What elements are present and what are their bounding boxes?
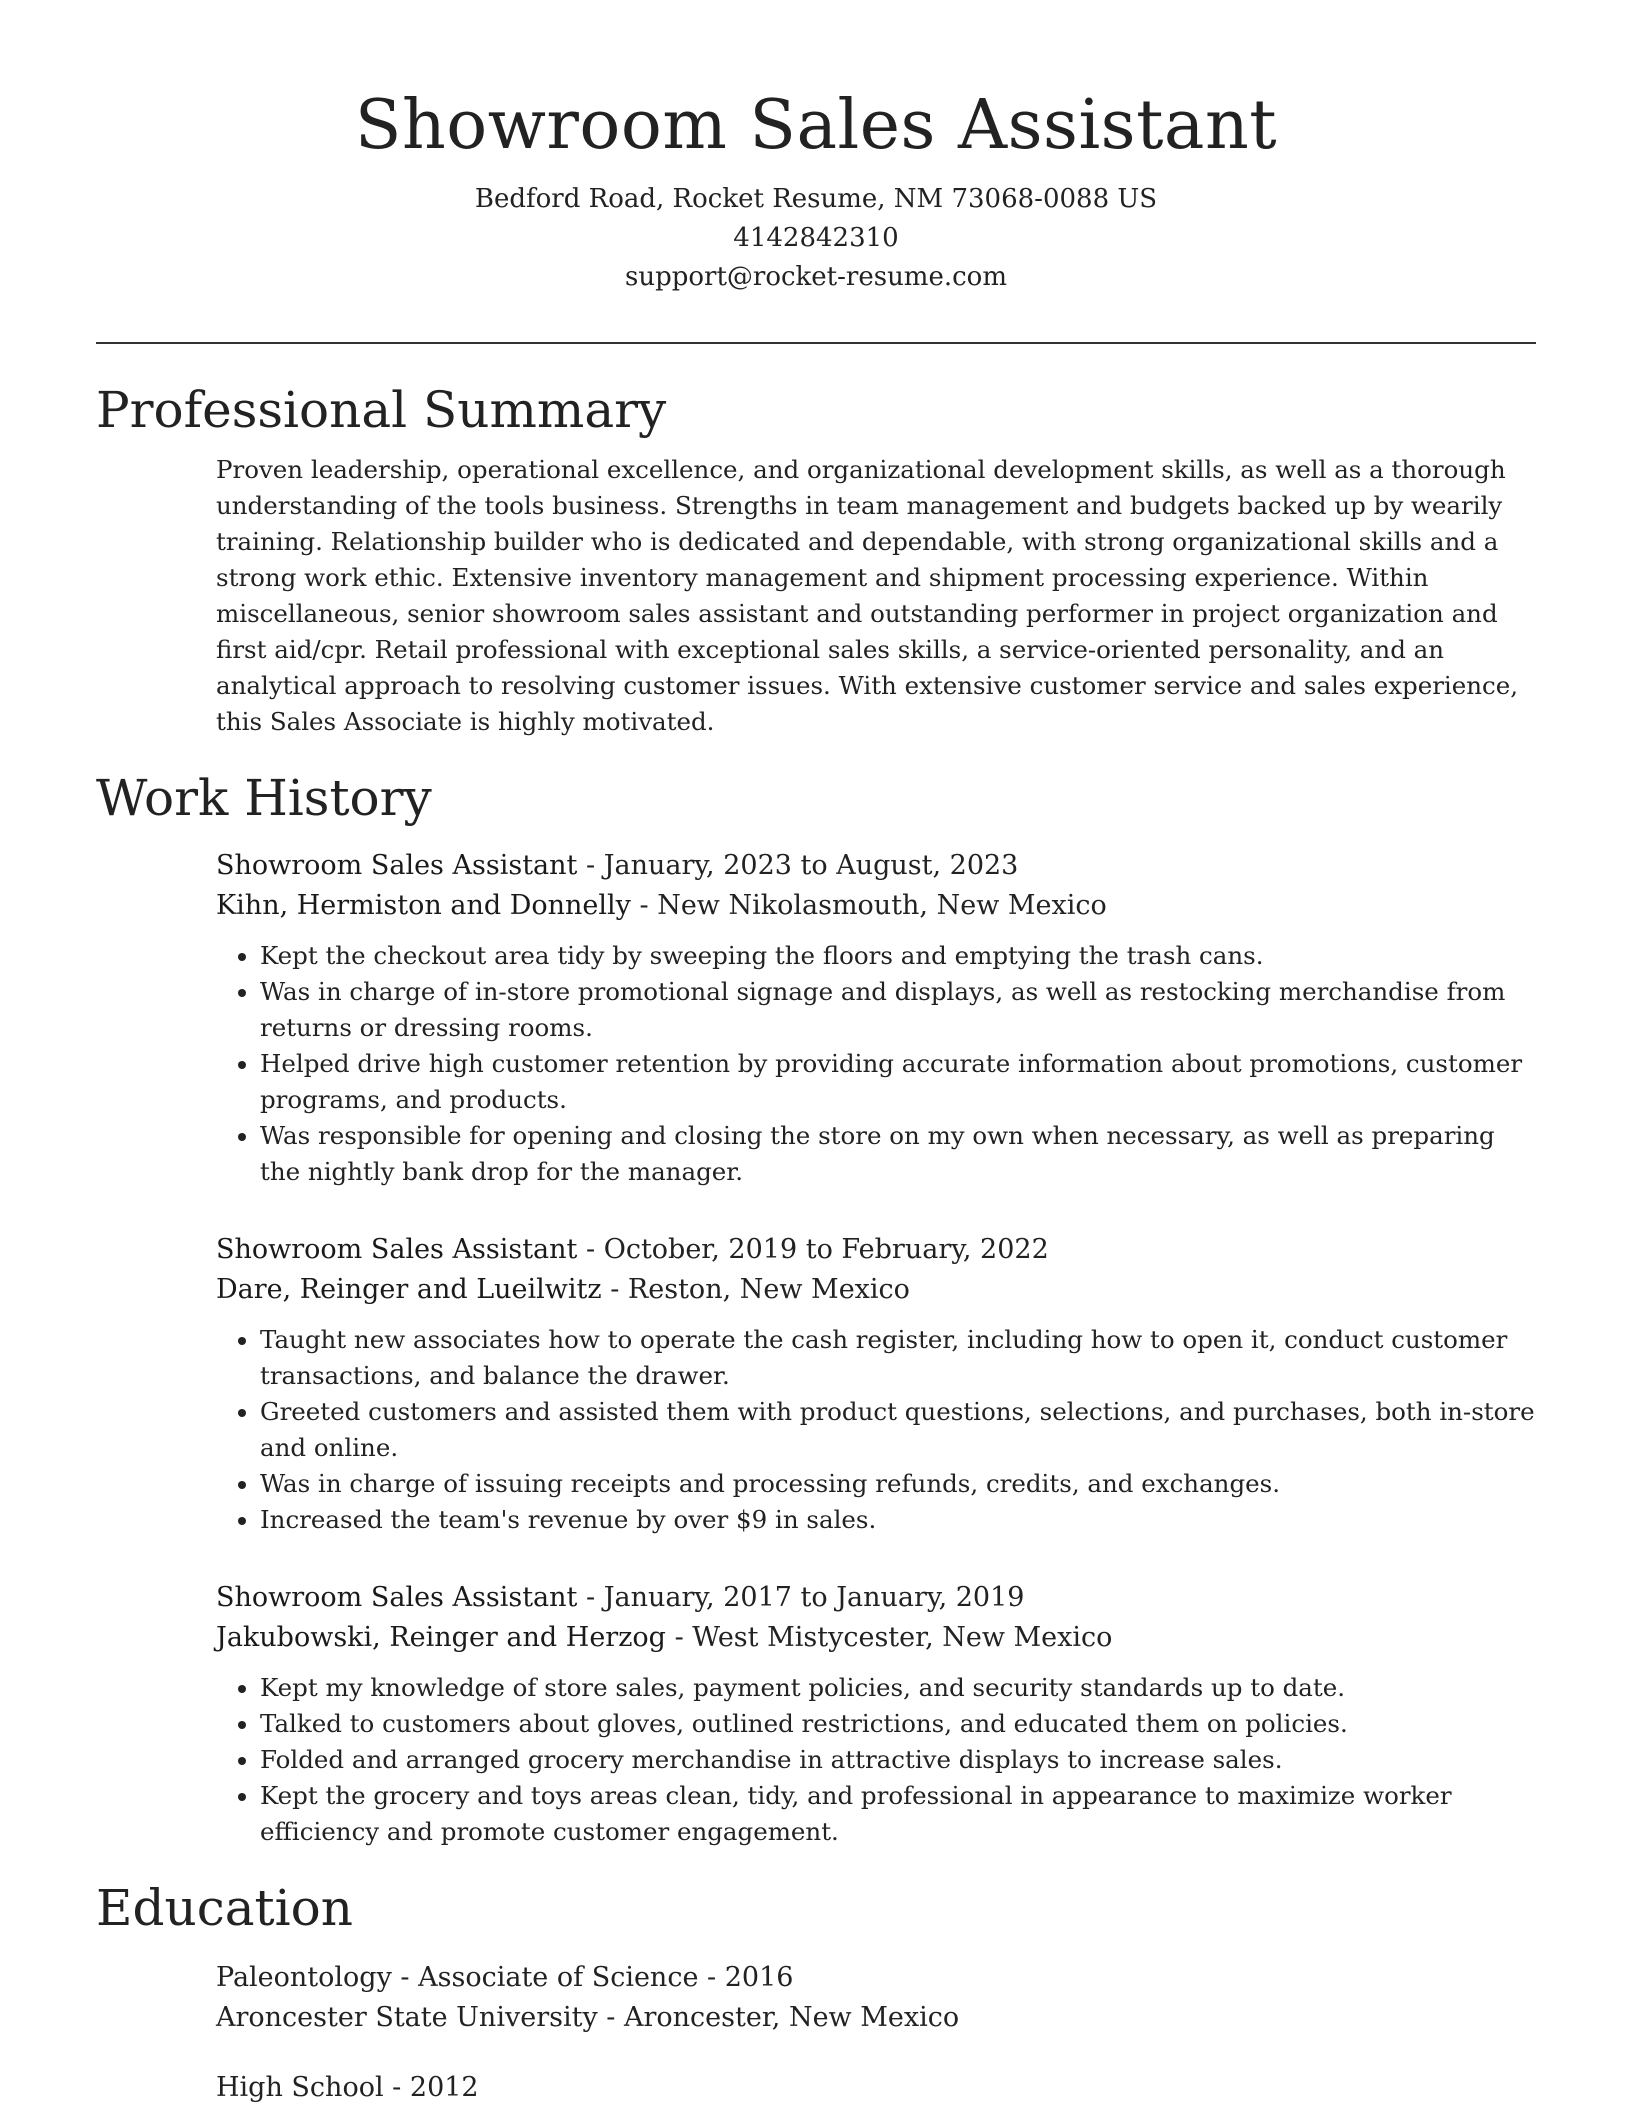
separator: - (577, 1234, 604, 1265)
job-bullet: • Was in charge of issuing receipts and processing refunds, credits, and exchanges. (260, 1466, 1536, 1502)
separator: - (698, 1962, 725, 1993)
education-school: Aroncester State University (216, 2002, 598, 2033)
summary-text: Proven leadership, operational excellence, and organizational development skills, as well as a thorough understanding of the tools business. Strengths in team management and budgets backed up by wearily training. Relationship builder who is dedicated and dependable, with strong organizational skills and a strong work ethic. Extensive inventory management and shipment processing experience. Within miscellaneous, senior showroom sales assistant and outstanding performer in project organization and first aid/cpr. Retail professional with exceptional sales skills, a service-oriented personality, and an analytical approach to resolving customer issues. With extensive customer service and sales experience, this Sales Associate is highly motivated. (216, 455, 1519, 736)
job-bullet: • Talked to customers about gloves, outlined restrictions, and educated them on policies. (260, 1706, 1536, 1742)
job-entry-3 (216, 1578, 1536, 1850)
separator: - (597, 2002, 624, 2033)
job-bullet: • Greeted customers and assisted them with product questions, selections, and purchases, both in-store and online. (260, 1394, 1536, 1466)
job-bullets (216, 938, 1536, 1190)
job-bullet: • Kept the grocery and toys areas clean, tidy, and professional in appearance to maximize worker efficiency and promote customer engagement. (260, 1778, 1536, 1850)
resume-content (96, 378, 1536, 2108)
job-role: Showroom Sales Assistant (216, 1582, 578, 1613)
separator: - (601, 1274, 628, 1305)
job-company-line (216, 1618, 1536, 1658)
resume-header (0, 0, 1632, 297)
job-bullet: • Kept my knowledge of store sales, payment policies, and security standards up to date. (260, 1670, 1536, 1706)
job-bullet: • Was in charge of in-store promotional signage and displays, as well as restocking merchandise from returns or dressing rooms. (260, 974, 1536, 1046)
phone-line: 4142842310 (733, 223, 899, 253)
job-company-line (216, 886, 1536, 926)
email-line[interactable]: support@rocket-resume.com (624, 262, 1007, 292)
education-location: Aroncester, New Mexico (624, 2002, 960, 2033)
job-company: Dare, Reinger and Lueilwitz (216, 1274, 602, 1305)
job-company: Jakubowski, Reinger and Herzog (216, 1622, 666, 1653)
job-dates: October, 2019 to February, 2022 (603, 1234, 1049, 1265)
job-dates: January, 2017 to January, 2019 (603, 1582, 1025, 1613)
job-title-line (216, 1230, 1536, 1270)
job-location: Reston, New Mexico (627, 1274, 910, 1305)
job-location: New Nikolasmouth, New Mexico (657, 890, 1107, 921)
job-bullet: • Folded and arranged grocery merchandise in attractive displays to increase sales. (260, 1742, 1536, 1778)
school-line (216, 1998, 1536, 2038)
candidate-name: Showroom Sales Assistant (354, 86, 1278, 165)
work-history-body (216, 846, 1536, 1850)
job-location: West Mistycester, New Mexico (692, 1622, 1113, 1653)
job-bullets (216, 1670, 1536, 1850)
separator: - (577, 1582, 604, 1613)
job-role: Showroom Sales Assistant (216, 1234, 578, 1265)
job-title-line (216, 846, 1536, 886)
separator: - (391, 1962, 419, 1993)
education-degree: Associate of Science (418, 1962, 699, 1993)
education-body (216, 1958, 1536, 2108)
header-divider (96, 342, 1536, 344)
work-history-heading: Work History (96, 769, 432, 827)
job-entry-1 (216, 846, 1536, 1190)
job-title-line (216, 1578, 1536, 1618)
job-bullet: • Increased the team's revenue by over $9 in sales. (260, 1502, 1536, 1538)
job-role: Showroom Sales Assistant (216, 850, 578, 881)
education-field: Paleontology (216, 1962, 392, 1993)
job-bullets (216, 1322, 1536, 1538)
job-bullet: • Taught new associates how to operate the cash register, including how to open it, conduct customer transactions, and balance the drawer. (260, 1322, 1536, 1394)
education-year: 2012 (409, 2072, 479, 2103)
separator: - (665, 1622, 693, 1653)
job-bullet: • Helped drive high customer retention by providing accurate information about promotions, customer programs, and products. (260, 1046, 1536, 1118)
job-company: Kihn, Hermiston and Donnelly (216, 890, 631, 921)
separator: - (630, 890, 658, 921)
education-section (96, 1876, 1536, 2108)
summary-body (216, 452, 1536, 740)
work-history-section (96, 766, 1536, 1850)
degree-line (216, 2068, 1536, 2108)
job-bullet: • Kept the checkout area tidy by sweeping the floors and emptying the trash cans. (260, 938, 1536, 974)
summary-heading: Professional Summary (96, 381, 667, 439)
job-bullet: • Was responsible for opening and closing the store on my own when necessary, as well as preparing the nightly bank drop for the manager. (260, 1118, 1536, 1190)
education-entry-2 (216, 2068, 1536, 2108)
education-entry-1 (216, 1958, 1536, 2038)
job-dates: January, 2023 to August, 2023 (603, 850, 1019, 881)
education-year: 2016 (724, 1962, 794, 1993)
contact-block (0, 180, 1632, 297)
degree-line (216, 1958, 1536, 1998)
job-entry-2 (216, 1230, 1536, 1538)
summary-section (96, 378, 1536, 740)
education-field: High School (216, 2072, 384, 2103)
separator: - (577, 850, 604, 881)
job-company-line (216, 1270, 1536, 1310)
address-line: Bedford Road, Rocket Resume, NM 73068-0088 US (474, 184, 1158, 214)
separator: - (383, 2072, 410, 2103)
education-heading: Education (96, 1879, 353, 1937)
